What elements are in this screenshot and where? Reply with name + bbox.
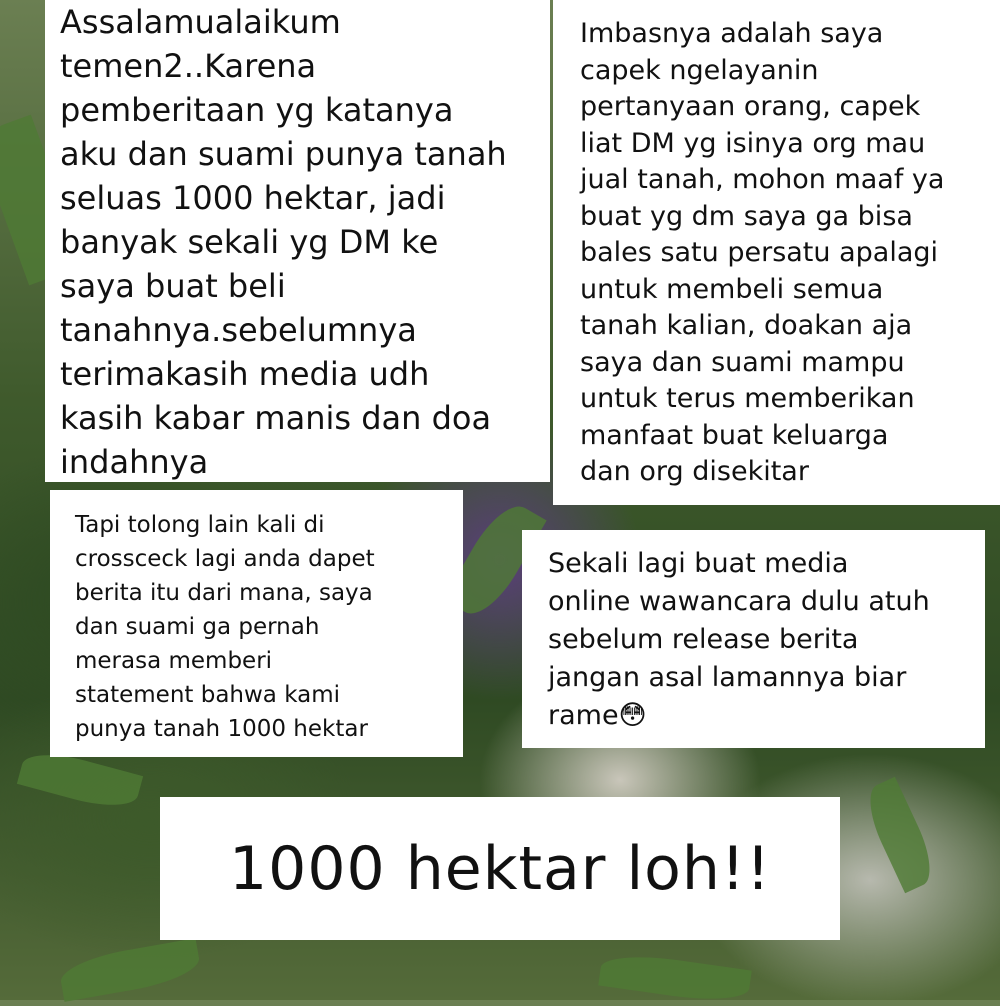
text-box-2 [553,0,1000,505]
leaf [58,938,203,1002]
caption-text: Imbasnya adalah saya capek ngelayanin pertanyaan orang, capek liat DM yg isinya org mau jual tanah, mohon maaf ya buat yg dm saya ga bisa bales satu persatu apalagi untuk membeli semua tanah kalian, doakan aja saya dan suami mampu untuk terus memberikan manfaat buat keluarga dan org disekitar [580,18,945,487]
caption-text: Assalamualaikum temen2..Karena pemberitaan yg katanya aku dan suami punya tanah seluas 1000 hektar, jadi banyak sekali yg DM ke saya buat beli tanahnya.sebelumnya terimakasih media udh kasih kabar manis dan doa indahnya [60,3,507,481]
leaf [598,950,752,1006]
caption-text: Sekali lagi buat media online wawancara dulu atuh sebelum release berita jangan asal lamannya biar rame😳 [548,548,930,731]
headline-text: 1000 hektar loh!! [229,833,771,904]
text-box-1 [45,0,550,482]
caption-text: Tapi tolong lain kali di crossceck lagi anda dapet berita itu dari mana, saya dan suami ga pernah merasa memberi statement bahwa kami punya tanah 1000 hektar [75,512,375,742]
headline-box [160,797,840,940]
text-box-4 [522,530,985,748]
text-box-3 [50,490,463,757]
leaf [859,777,942,894]
